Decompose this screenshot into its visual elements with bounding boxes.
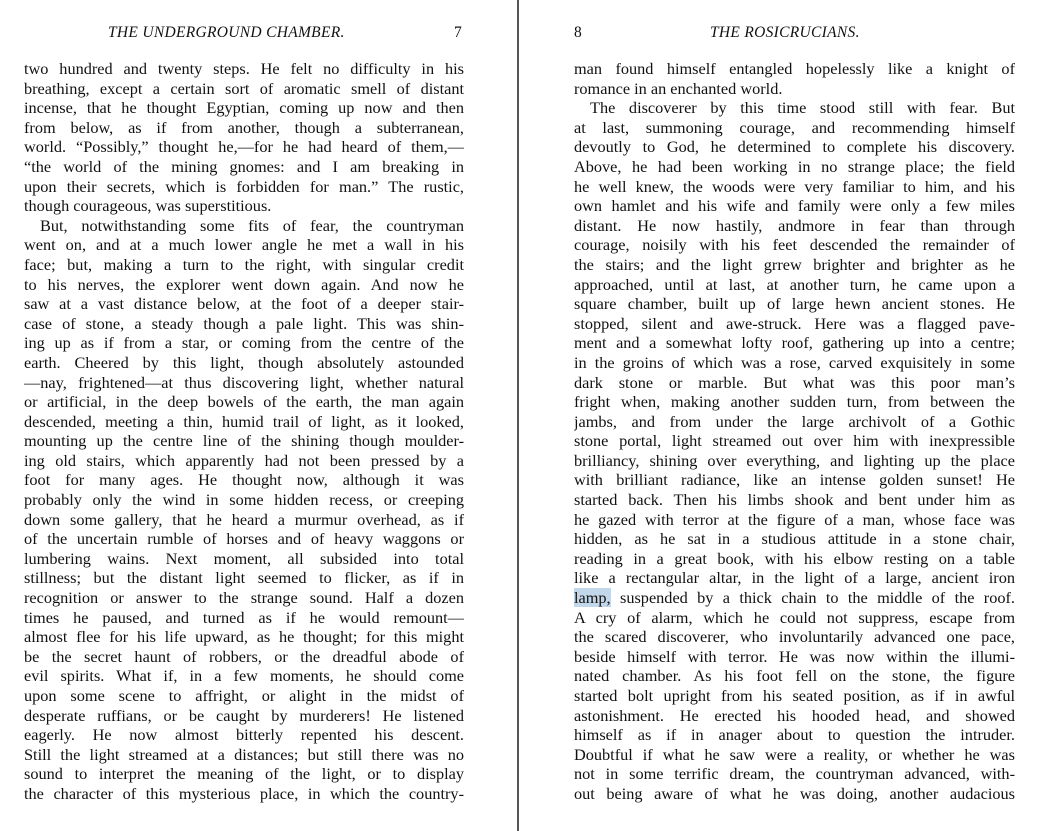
text-line: upon some scene to affright, or alight in the midst of [24, 686, 464, 705]
text-line: though courageous, was superstitious. [24, 196, 272, 216]
left-page [24, 0, 464, 831]
page-number: 7 [454, 24, 462, 41]
text-line: romance in an enchanted world. [574, 78, 783, 98]
right-page-header [574, 24, 1015, 46]
text-line: stone portal, light streamed out over him with inexpressible [574, 431, 1015, 451]
text-line [574, 588, 1015, 608]
text-line: stillness; but the distant light seemed to flicker, as if in [24, 568, 464, 588]
text-line: evil spirits. What if, in a few moments, he should come [24, 666, 464, 686]
line-text: suspended by a thick chain to the middle of the roof. [619, 588, 1015, 608]
text-line: jambs, and from under the large archivolt of a Gothic [574, 411, 1015, 431]
right-page [574, 0, 1015, 831]
text-line: mounting up the centre line of the shining though moulder- [24, 431, 464, 451]
text-line: saw at a vast distance below, at the foot of a deeper stair- [24, 294, 464, 314]
text-line: eagerly. He now almost bitterly repented his descent. [24, 725, 464, 745]
text-line: not in some terrific dream, the countryman advanced, with- [574, 764, 1015, 784]
text-line: case of stone, a steady though a pale light. This was shin- [24, 313, 464, 333]
text-line: desperate ruffians, or be caught by murderers! He listened [24, 705, 464, 725]
text-line: ing up as if from a star, or coming from the centre of the [24, 333, 464, 353]
text-line: A cry of alarm, which he could not suppress, escape from [574, 607, 1015, 627]
text-line: earth. Cheered by this light, though absolutely astounded [24, 352, 464, 372]
text-line: man found himself entangled hopelessly like a knight of [574, 59, 1015, 78]
text-line: The discoverer by this time stood still with fear. But [590, 98, 1015, 118]
text-line: be the secret haunt of robbers, or the dreadful abode of [24, 646, 464, 666]
text-line: started back. Then his limbs shook and bent under him as [574, 490, 1015, 510]
text-line: breathing, except a certain sort of aromatic smell of distant [24, 78, 464, 98]
page-number: 8 [574, 24, 582, 41]
text-line: devoutly to God, he determined to complete his discovery. [574, 137, 1015, 157]
text-line: Still the light streamed at a distances; but still there was no [24, 744, 464, 764]
left-page-header [24, 24, 464, 46]
text-line: down some gallery, that he heard a murmur overhead, as if [24, 509, 464, 529]
text-line: distant. He now hastily, andmore in fear than through [574, 215, 1015, 235]
text-line: recognition or answer to the strange sound. Half a dozen [24, 588, 464, 608]
text-line: descended, meeting a thin, humid trail of light, as it looked, [24, 411, 464, 431]
text-line: the stairs; and the light grrew brighter and brighter as he [574, 254, 1015, 274]
text-line: started bolt upright from his seated position, as if in awful [574, 686, 1015, 705]
text-line: face; but, making a turn to the right, with singular credit [24, 254, 464, 274]
text-line: astonishment. He erected his hooded head, and showed [574, 705, 1015, 725]
text-line: “the world of the mining gnomes: and I am breaking in [24, 156, 464, 176]
text-line: at last, summoning courage, and recommending himself [574, 117, 1015, 137]
text-line: went on, and at a much lower angle he met a wall in his [24, 235, 464, 255]
text-line: or artificial, in the deep bowels of the earth, the man again [24, 392, 464, 412]
text-line: to his nerves, the explorer went down again. And now he [24, 274, 464, 294]
text-line: brilliancy, shining over everything, and lighting up the place [574, 450, 1015, 470]
text-line: approached, until at last, at another turn, he came upon a [574, 274, 1015, 294]
text-line: own hamlet and his wife and family were only a few miles [574, 196, 1015, 216]
text-line: nated chamber. As his foot fell on the stone, the figure [574, 666, 1015, 686]
text-line: world. “Possibly,” thought he,—for he had heard of them,— [24, 137, 464, 157]
text-line: sound to interpret the meaning of the light, or to display [24, 764, 464, 784]
text-line: two hundred and twenty steps. He felt no difficulty in his [24, 59, 464, 78]
text-line: he gazed with terror at the figure of a man, whose face was [574, 509, 1015, 529]
text-line: —nay, frightened—at thus discovering light, whether natural [24, 372, 464, 392]
text-line: ing old stairs, which apparently had not been pressed by a [24, 450, 464, 470]
text-line: dark stone or marble. But what was this poor man’s [574, 372, 1015, 392]
text-line: from below, as if from another, though a subterranean, [24, 117, 464, 137]
text-line: incense, that he thought Egyptian, coming up now and then [24, 98, 464, 118]
right-page-body[interactable] [574, 59, 1015, 804]
text-line: with brilliant radiance, like an intense golden sunset! He [574, 470, 1015, 490]
text-line: stopped, silent and awe-struck. Here was a flagged pave- [574, 313, 1015, 333]
text-line: lumbering wains. Next moment, all subsided into total [24, 548, 464, 568]
text-line: Above, he had been working in no strange place; the field [574, 156, 1015, 176]
text-line: foot for many ages. He thought now, although it was [24, 470, 464, 490]
text-line: times he paused, and turned as if he would remount— [24, 607, 464, 627]
text-line: of the uncertain rumble of horses and of heavy waggons or [24, 529, 464, 549]
text-line: he well knew, the woods were very familiar to him, and his [574, 176, 1015, 196]
text-line: like a rectangular altar, in the light of a large, ancient iron [574, 568, 1015, 588]
running-title: THE ROSICRUCIANS. [710, 24, 860, 41]
text-line: beside himself with terror. He was now within the illumi- [574, 646, 1015, 666]
text-line: reading in a great book, with his elbow resting on a table [574, 548, 1015, 568]
text-line: ment and a somewhat lofty roof, gathering up into a centre; [574, 333, 1015, 353]
text-line: hidden, as he sat in a studious attitude in a stone chair, [574, 529, 1015, 549]
text-line: in the groins of which was a rose, carved exquisitely in some [574, 352, 1015, 372]
text-line: Doubtful if what he saw were a reality, or whether he was [574, 744, 1015, 764]
text-line: But, notwithstanding some fits of fear, the countryman [40, 215, 464, 235]
text-line: courage, noisily with his feet descended the remainder of [574, 235, 1015, 255]
text-line: probably only the wind in some hidden recess, or creeping [24, 490, 464, 510]
running-title: THE UNDERGROUND CHAMBER. [108, 24, 345, 41]
left-page-body[interactable] [24, 59, 464, 804]
text-line: square chamber, built up of large hewn ancient stones. He [574, 294, 1015, 314]
text-line: fright when, making another sudden turn, from between the [574, 392, 1015, 412]
text-line: almost flee for his life upward, as he thought; for this might [24, 627, 464, 647]
selected-text-highlight[interactable]: lamp, [574, 588, 611, 608]
text-line: out being aware of what he was doing, another audacious [574, 783, 1015, 803]
page-divider [517, 0, 519, 831]
text-line: the character of this mysterious place, in which the country- [24, 783, 464, 803]
text-line: himself as if in anager about to question the intruder. [574, 725, 1015, 745]
text-line: upon their secrets, which is forbidden for man.” The rustic, [24, 176, 464, 196]
text-line: the scared discoverer, who involuntarily advanced one pace, [574, 627, 1015, 647]
